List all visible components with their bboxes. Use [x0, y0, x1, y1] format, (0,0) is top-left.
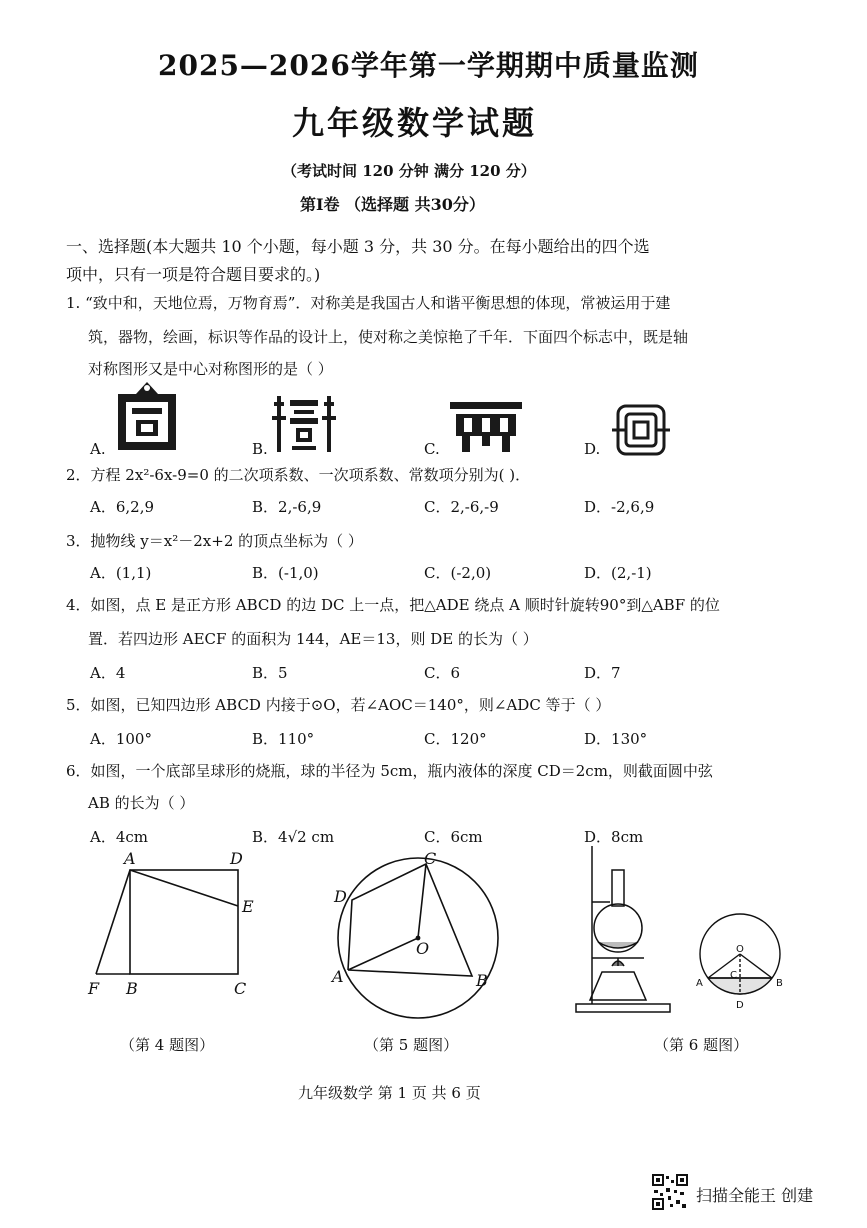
fig6-label-b: B: [776, 978, 783, 989]
section-intro-line1: 一、选择题(本大题共 10 个小题，每小题 3 分，共 30 分。在每小题给出的四个选: [66, 237, 650, 256]
q5-option-b[interactable]: B．110°: [252, 730, 315, 748]
figure-5: [322, 846, 502, 1016]
q1-option-a[interactable]: A.: [90, 440, 106, 458]
figure-4-caption: （第 4 题图）: [120, 1036, 215, 1054]
scanner-watermark: 扫描全能王 创建: [696, 1186, 814, 1205]
q1-option-c[interactable]: C.: [424, 440, 440, 458]
q5-option-a[interactable]: A．100°: [90, 730, 152, 748]
q5-option-d[interactable]: D．130°: [584, 730, 648, 748]
q4-option-a[interactable]: A．4: [90, 664, 126, 682]
q3-option-d[interactable]: D．(2,-1): [584, 564, 652, 582]
q2-option-b[interactable]: B．2,-6,9: [252, 498, 322, 516]
q3-option-a[interactable]: A．(1,1): [90, 564, 152, 582]
q6-option-c[interactable]: C．6cm: [424, 828, 483, 846]
q6-line1: 6．如图，一个底部呈球形的烧瓶，球的半径为 5cm，瓶内液体的深度 CD＝2cm，则截面圆中弦: [66, 762, 713, 780]
flask-apparatus-icon: [574, 846, 674, 1016]
paper-subtitle: 九年级数学试题: [292, 104, 538, 142]
fig4-label-e: E: [242, 897, 254, 916]
q5-option-c[interactable]: C．120°: [424, 730, 487, 748]
fig6-label-o: O: [736, 944, 744, 955]
figure-6: [690, 906, 790, 1018]
q1-line2: 筑，器物，绘画，标识等作品的设计上，使对称之美惊艳了千年．下面四个标志中，既是轴: [88, 328, 689, 346]
q1-option-d[interactable]: D.: [584, 440, 601, 458]
fig5-label-c: C: [424, 849, 437, 868]
fig4-label-a: A: [124, 849, 136, 868]
q2-option-d[interactable]: D．-2,6,9: [584, 498, 655, 516]
exam-info: （考试时间 120 分钟 满分 120 分）: [282, 162, 536, 180]
fig5-label-d: D: [334, 887, 347, 906]
q4-line1: 4．如图，点 E 是正方形 ABCD 的边 DC 上一点，把△ADE 绕点 A 顺时针旋转90°到△ABF 的位: [66, 596, 720, 614]
logo-a-icon: [118, 380, 176, 450]
fig6-label-c: C: [730, 970, 737, 981]
logo-b-icon: [272, 396, 336, 452]
q2-option-c[interactable]: C．2,-6,-9: [424, 498, 499, 516]
volume-heading: 第Ⅰ卷 （选择题 共30分）: [300, 195, 485, 214]
exam-title: 2025—2026学年第一学期期中质量监测: [158, 49, 699, 82]
q4-option-b[interactable]: B．5: [252, 664, 288, 682]
fig6-label-d: D: [736, 1000, 744, 1011]
qr-code-icon: [652, 1174, 688, 1210]
q4-line2: 置．若四边形 AECF 的面积为 144，AE＝13，则 DE 的长为（ ）: [88, 630, 538, 648]
fig5-label-o: O: [416, 939, 430, 958]
q1-line1: 1. “致中和，天地位焉，万物育焉”．对称美是我国古人和谐平衡思想的体现，常被运用于建: [66, 294, 671, 312]
q2-option-a[interactable]: A．6,2,9: [90, 498, 154, 516]
q6-option-d[interactable]: D．8cm: [584, 828, 644, 846]
q5-stem: 5．如图，已知四边形 ABCD 内接于⊙O，若∠AOC＝140°，则∠ADC 等于（ ）: [66, 696, 611, 714]
q4-option-d[interactable]: D．7: [584, 664, 621, 682]
fig4-label-f: F: [88, 979, 100, 998]
fig6-label-a: A: [696, 978, 703, 989]
page-footer: 九年级数学 第 1 页 共 6 页: [298, 1084, 481, 1102]
q4-option-c[interactable]: C．6: [424, 664, 461, 682]
q1-line3: 对称图形又是中心对称图形的是（ ）: [88, 360, 333, 378]
fig5-label-b: B: [476, 971, 488, 990]
figure-5-caption: （第 5 题图）: [364, 1036, 459, 1054]
section-intro-line2: 项中，只有一项是符合题目要求的。): [66, 265, 321, 284]
q3-option-c[interactable]: C．(-2,0): [424, 564, 492, 582]
q6-line2: AB 的长为（ ）: [88, 794, 195, 812]
logo-d-icon: [612, 402, 670, 458]
fig5-label-a: A: [332, 967, 344, 986]
figure-4: [80, 848, 270, 998]
fig4-label-d: D: [230, 849, 243, 868]
fig4-label-c: C: [234, 979, 247, 998]
q3-stem: 3．抛物线 y＝x²－2x+2 的顶点坐标为（ ）: [66, 532, 363, 550]
logo-c-icon: [450, 402, 522, 452]
q1-option-b[interactable]: B.: [252, 440, 268, 458]
q6-option-b[interactable]: B．4√2 cm: [252, 828, 335, 846]
figure-6-caption: （第 6 题图）: [654, 1036, 749, 1054]
q6-option-a[interactable]: A．4cm: [90, 828, 149, 846]
fig4-label-b: B: [126, 979, 138, 998]
q3-option-b[interactable]: B．(-1,0): [252, 564, 319, 582]
q2-stem: 2．方程 2x²-6x-9=0 的二次项系数、一次项系数、常数项分别为( )．: [66, 466, 531, 484]
